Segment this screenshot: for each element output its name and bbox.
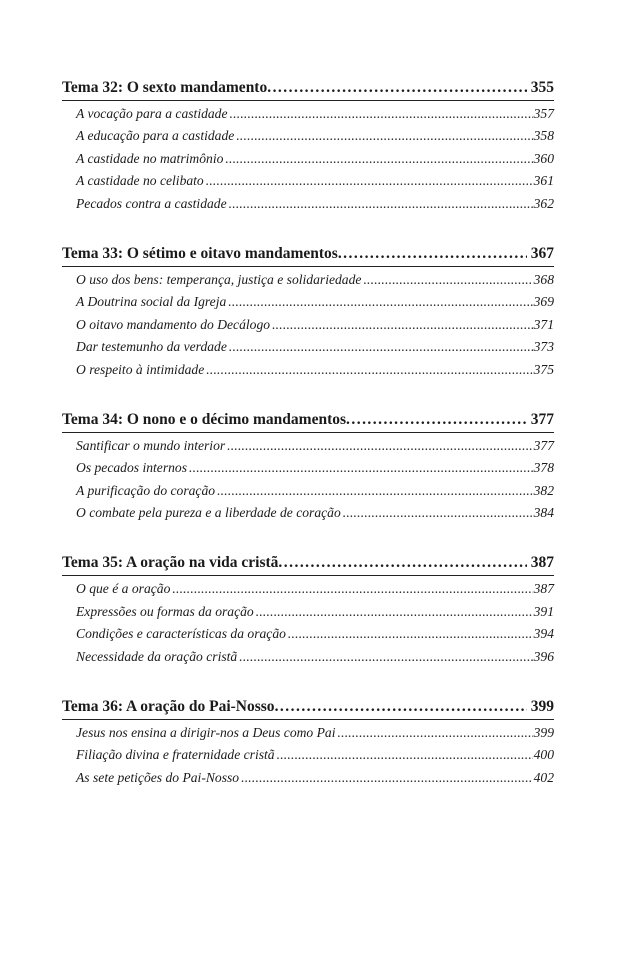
entry-title: A vocação para a castidade [76, 106, 228, 121]
toc-entry [62, 103, 554, 125]
dot-leader [278, 551, 526, 575]
toc-entry [62, 359, 554, 381]
section-heading [62, 242, 554, 267]
entry-title: Condições e características da oração [76, 626, 286, 642]
dot-leader [236, 125, 532, 147]
entry-page-number: 357 [533, 106, 554, 121]
table-of-contents [62, 76, 554, 816]
dot-leader [217, 480, 533, 502]
dot-leader [239, 646, 532, 668]
entry-title: Jesus nos ensina a dirigir-nos a Deus como Pai [76, 725, 336, 741]
section-page-number: 367 [530, 244, 554, 262]
toc-entry [62, 744, 554, 766]
toc-entry [62, 457, 554, 479]
entry-title: Dar testemunho da verdade [76, 339, 227, 355]
entry-page-number: 402 [533, 769, 554, 785]
dot-leader [225, 148, 532, 170]
entry-page-number: 375 [533, 361, 554, 377]
entry-title: A Doutrina social da Igreja [76, 294, 227, 310]
section-title: Tema 32: O sexto mandamento [62, 79, 268, 96]
section-page-number: 387 [530, 554, 554, 572]
section-page-number: 377 [530, 410, 554, 428]
dot-leader [206, 359, 532, 381]
toc-section-tema-36 [62, 695, 554, 789]
dot-leader [229, 336, 533, 358]
entry-page-number: 387 [533, 581, 554, 597]
entry-page-number: 358 [533, 128, 554, 144]
toc-entry [62, 722, 554, 744]
entry-title: Filiação divina e fraternidade cristã [76, 747, 275, 763]
entry-title: Expressões ou formas da oração [76, 603, 254, 619]
section-title: Tema 33: O sétimo e oitavo mandamentos [62, 244, 338, 262]
toc-section-tema-34 [62, 408, 554, 525]
entry-page-number: 361 [533, 173, 554, 189]
toc-entry [62, 767, 554, 789]
entry-page-number: 369 [533, 294, 554, 310]
entry-title: O que é a oração [76, 581, 171, 597]
dot-leader [228, 291, 532, 313]
dot-leader [275, 695, 527, 719]
entry-page-number: 378 [533, 460, 554, 476]
entry-title: A purificação do coração [76, 482, 216, 498]
toc-entry [62, 269, 554, 291]
dot-leader [227, 435, 532, 457]
dot-leader [241, 767, 533, 789]
dot-leader [206, 170, 533, 192]
entry-page-number: 377 [533, 437, 554, 453]
section-heading [62, 408, 554, 433]
dot-leader [189, 457, 533, 479]
toc-entry [62, 125, 554, 147]
entry-title: A educação para a castidade [76, 128, 235, 144]
entry-page-number: 371 [533, 316, 554, 332]
toc-entry [62, 601, 554, 623]
entry-title: As sete petições do Pai-Nosso [76, 769, 240, 785]
toc-entry [62, 193, 554, 215]
toc-section-tema-33 [62, 242, 554, 381]
entry-title: Necessidade da oração cristã [76, 648, 238, 664]
entry-page-number: 362 [533, 195, 554, 211]
dot-leader [172, 578, 532, 600]
toc-section-tema-35 [62, 551, 554, 668]
dot-leader [288, 623, 533, 645]
toc-entry [62, 314, 554, 336]
section-page-number: 399 [530, 698, 554, 716]
section-heading [62, 76, 554, 101]
toc-entry [62, 623, 554, 645]
entry-page-number: 391 [533, 603, 554, 619]
entry-page-number: 373 [533, 339, 554, 355]
entry-page-number: 384 [533, 505, 554, 521]
entry-title: Pecados contra a castidade [76, 195, 227, 211]
section-title: Tema 34: O nono e o décimo mandamentos [62, 410, 347, 428]
toc-entry [62, 480, 554, 502]
dot-leader [277, 744, 533, 766]
dot-leader [272, 314, 533, 336]
entry-title: Santificar o mundo interior [76, 437, 226, 453]
dot-leader [363, 269, 532, 291]
entry-title: O respeito à intimidade [76, 361, 205, 377]
dot-leader [256, 601, 533, 623]
toc-entry [62, 646, 554, 668]
entry-page-number: 394 [533, 626, 554, 642]
entry-title: A castidade no celibato [76, 173, 204, 189]
toc-entry [62, 291, 554, 313]
toc-entry [62, 502, 554, 524]
section-heading [62, 695, 554, 720]
section-title: Tema 35: A oração na vida cristã [62, 554, 279, 572]
section-title: Tema 36: A oração do Pai-Nosso [62, 698, 275, 716]
toc-entry [62, 435, 554, 457]
entry-page-number: 368 [533, 271, 554, 287]
section-heading [62, 551, 554, 576]
dot-leader [338, 242, 527, 266]
entry-title: O oitavo mandamento do Decálogo [76, 316, 271, 332]
toc-entry [62, 578, 554, 600]
entry-title: A castidade no matrimônio [76, 150, 224, 166]
entry-title: O combate pela pureza e a liberdade de coração [76, 505, 341, 521]
toc-section-tema-32 [62, 76, 554, 215]
dot-leader [229, 193, 533, 215]
entry-page-number: 400 [533, 747, 554, 763]
toc-entry [62, 336, 554, 358]
toc-entry [62, 170, 554, 192]
dot-leader [338, 722, 533, 744]
toc-entry [62, 148, 554, 170]
dot-leader [346, 408, 527, 432]
entry-title: O uso dos bens: temperança, justiça e solidariedade [76, 271, 362, 287]
section-page-number: 355 [530, 79, 554, 96]
entry-page-number: 382 [533, 482, 554, 498]
dot-leader [230, 103, 533, 125]
entry-page-number: 396 [533, 648, 554, 664]
entry-page-number: 399 [533, 725, 554, 741]
dot-leader [343, 502, 533, 524]
dot-leader [267, 76, 527, 100]
entry-title: Os pecados internos [76, 460, 188, 476]
entry-page-number: 360 [533, 150, 554, 166]
